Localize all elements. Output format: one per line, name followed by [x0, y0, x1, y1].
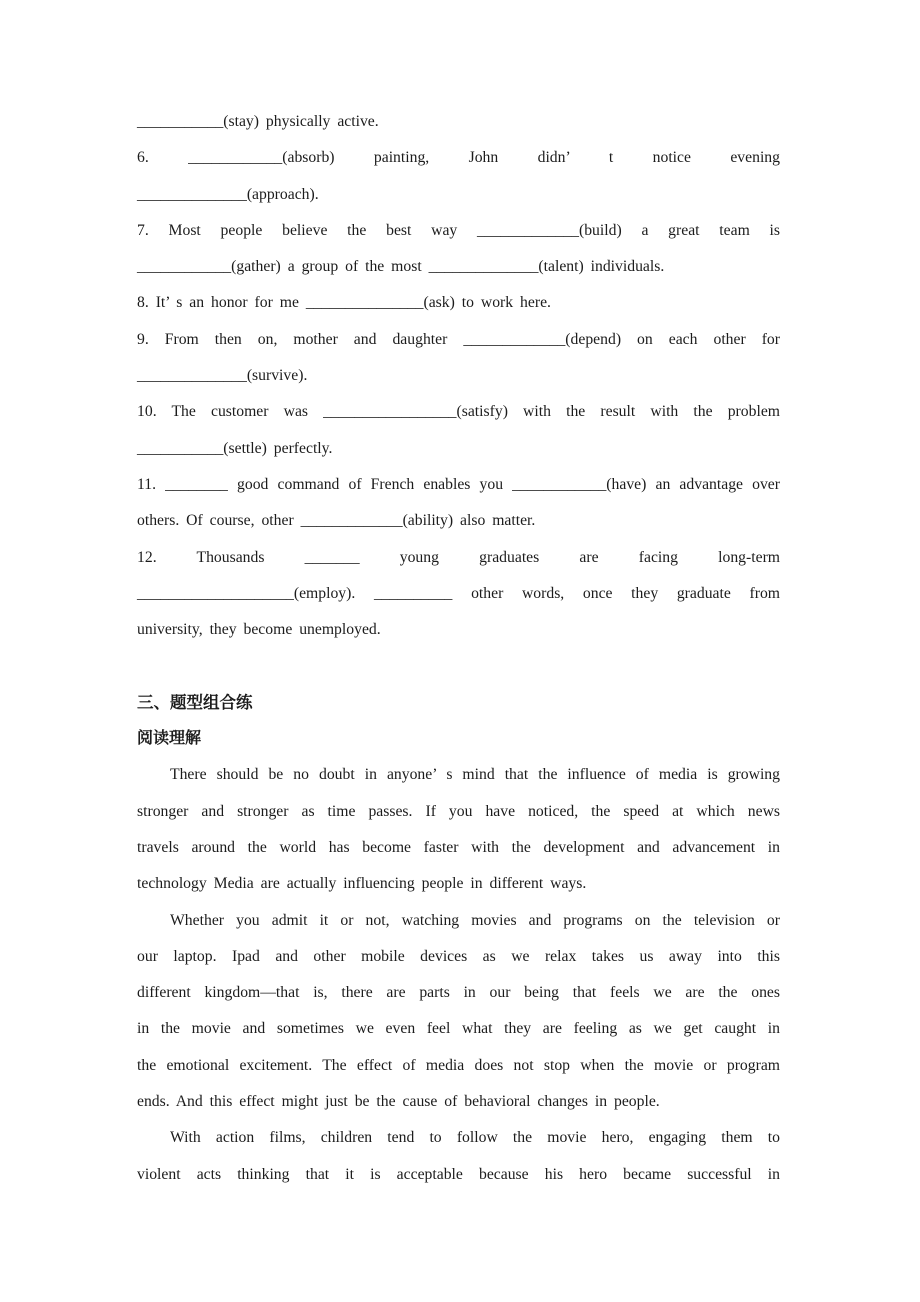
exercise-line-5: ____________(gather) a group of the most ______________(talent) individuals. [137, 258, 665, 276]
reading-line-1: There should be no doubt in anyone’ s mind that the influence of media is growing [170, 766, 780, 784]
reading-line-8: in the movie and sometimes we even feel what they are feeling as we get caught in [137, 1020, 780, 1038]
reading-line-4: technology Media are actually influencing people in different ways. [137, 875, 587, 893]
reading-line-5: Whether you admit it or not, watching movies and programs on the television or [170, 911, 780, 929]
exercise-section [137, 104, 780, 648]
exercise-line-7: 9. From then on, mother and daughter _____________(depend) on each other for [137, 330, 780, 348]
exercise-line-8: ______________(survive). [137, 367, 308, 385]
reading-line-3: travels around the world has become faster with the development and advancement in [137, 838, 780, 856]
reading-passage [137, 757, 780, 1193]
reading-line-2: stronger and stronger as time passes. If you have noticed, the speed at which news [137, 802, 780, 820]
section-heading: 三、题型组合练 [137, 692, 253, 712]
exercise-line-11: 11. ________ good command of French enables you ____________(have) an advantage over [137, 475, 780, 493]
exercise-line-2: 6. ____________(absorb) painting, John didn’ t notice evening [137, 149, 780, 167]
reading-line-11: With action films, children tend to follow the movie hero, engaging them to [170, 1129, 780, 1147]
exercise-line-14: ____________________(employ). __________ other words, once they graduate from [137, 584, 780, 602]
reading-comprehension-heading: 阅读理解 [137, 730, 202, 748]
exercise-line-1: ___________(stay) physically active. [137, 113, 379, 130]
exercise-line-4: 7. Most people believe the best way _____________(build) a great team is [137, 221, 780, 239]
blank-line [137, 648, 780, 684]
reading-line-9: the emotional excitement. The effect of media does not stop when the movie or program [137, 1056, 780, 1074]
reading-line-10: ends. And this effect might just be the cause of behavioral changes in people. [137, 1093, 660, 1111]
exercise-line-12: others. Of course, other _____________(ability) also matter. [137, 512, 536, 530]
exercise-line-6: 8. It’ s an honor for me _______________(ask) to work here. [137, 294, 551, 312]
reading-line-6: our laptop. Ipad and other mobile devices as we relax takes us away into this [137, 947, 780, 965]
exercise-line-9: 10. The customer was _________________(satisfy) with the result with the problem [137, 403, 780, 421]
reading-line-12: violent acts thinking that it is acceptable because his hero became successful in [137, 1165, 780, 1183]
exercise-line-10: ___________(settle) perfectly. [137, 439, 333, 457]
exercise-line-15: university, they become unemployed. [137, 621, 381, 639]
reading-line-7: different kingdom—that is, there are parts in our being that feels we are the ones [137, 984, 780, 1002]
exercise-line-3: ______________(approach). [137, 185, 319, 203]
exercise-line-13: 12. Thousands _______ young graduates are facing long-term [137, 548, 780, 566]
